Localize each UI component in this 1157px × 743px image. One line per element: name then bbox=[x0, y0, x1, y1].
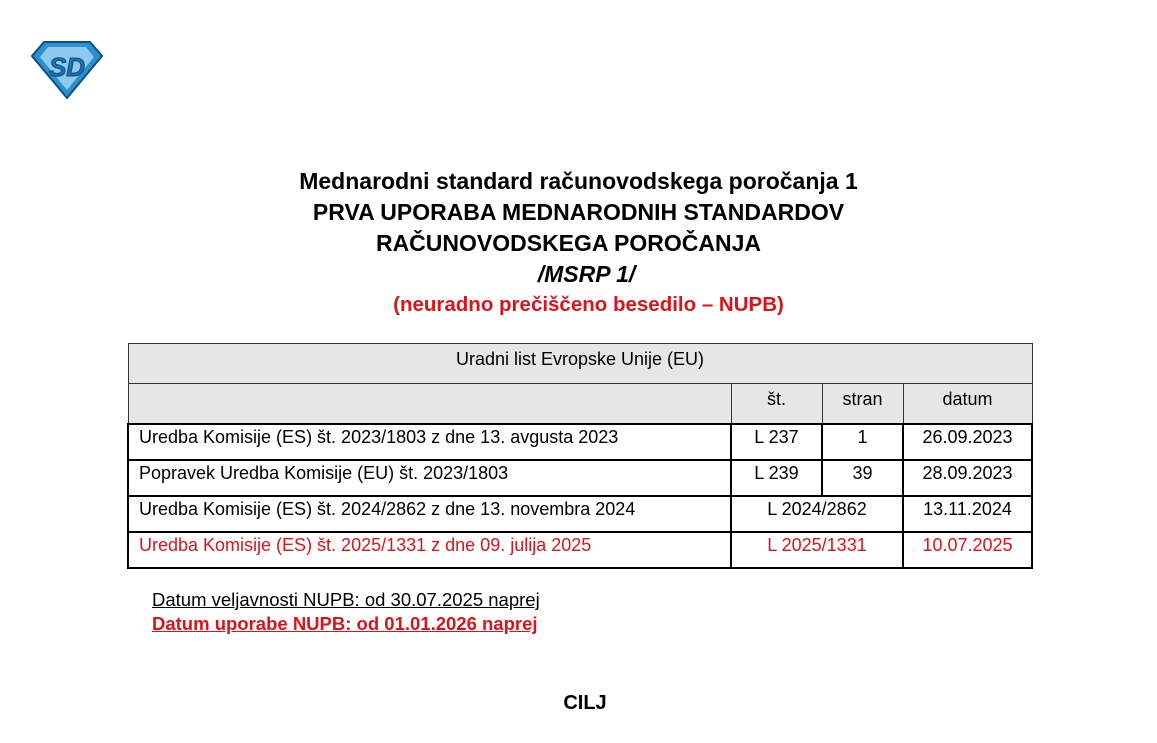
diamond-logo-icon bbox=[30, 40, 104, 100]
datum-cell: 28.09.2023 bbox=[903, 460, 1032, 496]
svg-text:SD: SD bbox=[48, 52, 86, 82]
st-cell: L 239 bbox=[731, 460, 822, 496]
datum-cell: 10.07.2025 bbox=[903, 532, 1032, 568]
st-merged-cell: L 2025/1331 bbox=[731, 532, 903, 568]
title-line-1: Mednarodni standard računovodskega poročanja 1 bbox=[299, 168, 858, 194]
st-cell: L 237 bbox=[731, 424, 822, 460]
act-cell: Uredba Komisije (ES) št. 2025/1331 z dne 09. julija 2025 bbox=[128, 532, 731, 568]
subtitle: (neuradno prečiščeno besedilo – NUPB) bbox=[393, 293, 784, 316]
title-line-3: RAČUNOVODSKEGA POROČANJA bbox=[375, 230, 762, 256]
usage-note: Datum uporabe NUPB: od 01.01.2026 naprej bbox=[152, 613, 538, 634]
title-line-2: PRVA UPORABA MEDNARODNIH STANDARDOV bbox=[312, 199, 845, 225]
act-cell: Popravek Uredba Komisije (EU) št. 2023/1803 bbox=[128, 460, 731, 496]
header-stran: stran bbox=[822, 384, 903, 425]
logo bbox=[30, 40, 104, 100]
header-datum: datum bbox=[903, 384, 1032, 425]
act-cell: Uredba Komisije (ES) št. 2023/1803 z dne 13. avgusta 2023 bbox=[128, 424, 731, 460]
datum-cell: 13.11.2024 bbox=[903, 496, 1032, 532]
header-st: št. bbox=[731, 384, 822, 425]
table-row bbox=[128, 424, 1032, 460]
stran-cell: 1 bbox=[822, 424, 903, 460]
table-caption: Uradni list Evropske Unije (EU) bbox=[128, 344, 1032, 384]
datum-cell: 26.09.2023 bbox=[903, 424, 1032, 460]
table-row bbox=[128, 532, 1032, 568]
table-row bbox=[128, 460, 1032, 496]
validity-note: Datum veljavnosti NUPB: od 30.07.2025 naprej bbox=[152, 589, 540, 610]
st-merged-cell: L 2024/2862 bbox=[731, 496, 903, 532]
act-cell: Uredba Komisije (ES) št. 2024/2862 z dne 13. novembra 2024 bbox=[128, 496, 731, 532]
table-row bbox=[128, 496, 1032, 532]
table-header-row bbox=[128, 384, 1032, 425]
official-journal-table bbox=[127, 343, 1033, 569]
table-caption-row bbox=[128, 344, 1032, 384]
header-act bbox=[128, 384, 731, 425]
section-heading: CILJ bbox=[563, 692, 607, 714]
title-line-4: /MSRP 1/ bbox=[537, 261, 636, 287]
stran-cell: 39 bbox=[822, 460, 903, 496]
